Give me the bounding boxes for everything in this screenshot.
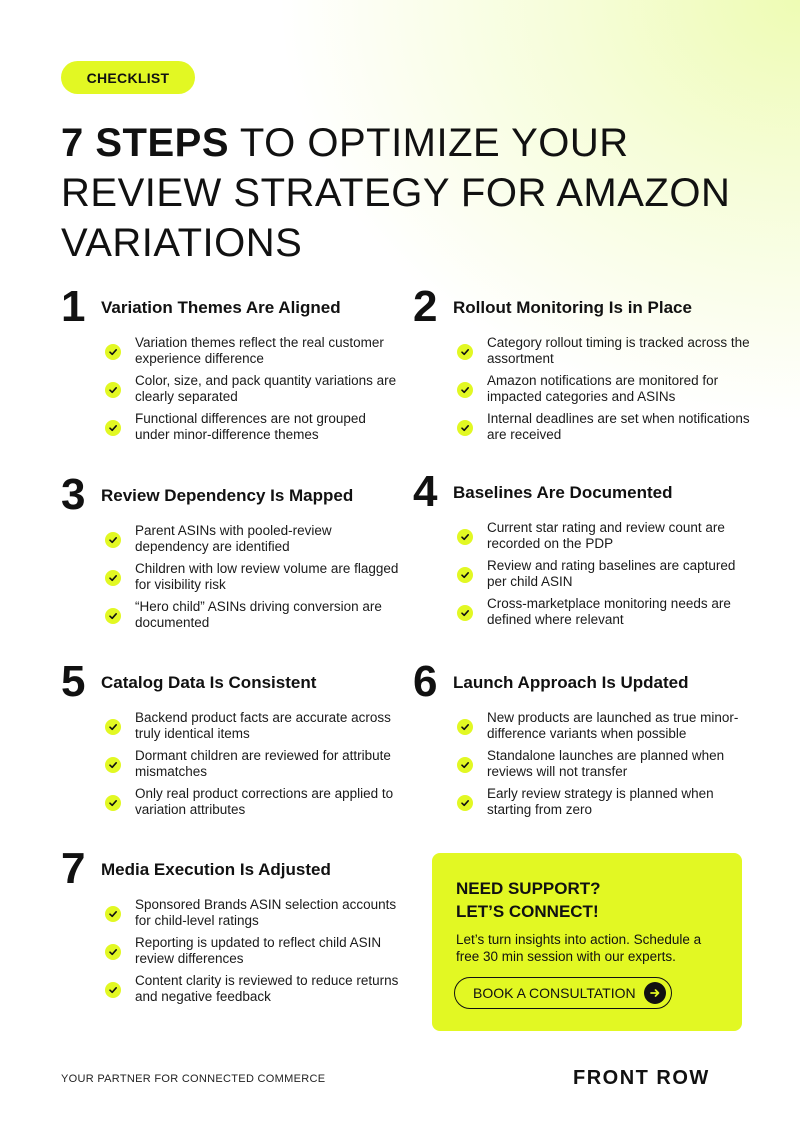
checklist-item-text: Variation themes reflect the real customer experience difference (135, 335, 384, 366)
checklist-item (61, 599, 401, 631)
check-circle-icon (457, 605, 473, 621)
checklist-item-text: Parent ASINs with pooled-review dependency are identified (135, 523, 332, 554)
check-circle-icon (457, 420, 473, 436)
check-circle-icon (105, 757, 121, 773)
checklist-item (413, 411, 753, 443)
check-circle-icon (457, 382, 473, 398)
support-card-title (456, 877, 601, 923)
check-circle-icon (105, 532, 121, 548)
step-checklist (61, 897, 401, 1005)
step-number: 5 (61, 657, 86, 706)
page-title-bold: 7 STEPS (61, 121, 230, 165)
check-circle-icon (105, 608, 121, 624)
step-checklist (61, 710, 401, 818)
checklist-item-text: Standalone launches are planned when reviews will not transfer (487, 748, 725, 779)
checklist-item (413, 710, 753, 742)
checklist-item-text: Review and rating baselines are captured per child ASIN (487, 558, 736, 589)
checklist-item (61, 935, 401, 967)
page-title (61, 118, 751, 268)
checklist-item-text: Dormant children are reviewed for attribute mismatches (135, 748, 391, 779)
arrow-right-icon (644, 982, 666, 1004)
step-number: 3 (61, 470, 86, 519)
step-number: 7 (61, 844, 86, 893)
book-consultation-button[interactable] (454, 977, 672, 1009)
checklist-item (61, 373, 401, 405)
checklist-item (413, 558, 753, 590)
checklist-item-text: Only real product corrections are applied to variation attributes (135, 786, 394, 817)
checklist-item-text: Internal deadlines are set when notifications are received (487, 411, 750, 442)
checklist-item-text: Children with low review volume are flagged for visibility risk (135, 561, 399, 592)
checklist-item-text: Cross-marketplace monitoring needs are defined where relevant (487, 596, 731, 627)
step-title: Rollout Monitoring Is in Place (453, 298, 692, 317)
checklist-item (413, 520, 753, 552)
check-circle-icon (457, 344, 473, 360)
checklist-item (413, 786, 753, 818)
check-circle-icon (457, 719, 473, 735)
brand-logo: FRONT ROW (573, 1067, 710, 1089)
checklist-item-text: Backend product facts are accurate across truly identical items (135, 710, 391, 741)
step-title: Catalog Data Is Consistent (101, 673, 317, 692)
step-number: 1 (61, 282, 86, 331)
check-circle-icon (105, 570, 121, 586)
step-title: Variation Themes Are Aligned (101, 298, 341, 317)
step-4 (413, 468, 753, 634)
checklist-item (61, 335, 401, 367)
checklist-item-text: Category rollout timing is tracked across the assortment (487, 335, 750, 366)
checklist-item-text: Sponsored Brands ASIN selection accounts for child-level ratings (135, 897, 397, 928)
checklist-item-text: Content clarity is reviewed to reduce returns and negative feedback (135, 973, 399, 1004)
step-6 (413, 658, 753, 824)
page-title-rest: TO OPTIMIZE YOUR REVIEW STRATEGY FOR AMAZON VARIATIONS (61, 121, 731, 265)
step-5 (61, 658, 401, 824)
checklist-item (413, 335, 753, 367)
checklist-item (61, 523, 401, 555)
checklist-item-text: Early review strategy is planned when starting from zero (487, 786, 714, 817)
book-consultation-label: BOOK A CONSULTATION (473, 985, 636, 1001)
checklist-item-text: Current star rating and review count are recorded on the PDP (487, 520, 725, 551)
check-circle-icon (105, 944, 121, 960)
check-circle-icon (457, 795, 473, 811)
step-checklist (413, 710, 753, 818)
check-circle-icon (105, 906, 121, 922)
checklist-item-text: Color, size, and pack quantity variations are clearly separated (135, 373, 397, 404)
check-circle-icon (457, 757, 473, 773)
check-circle-icon (105, 795, 121, 811)
step-checklist (61, 335, 401, 443)
check-circle-icon (457, 567, 473, 583)
step-checklist (413, 335, 753, 443)
check-circle-icon (105, 719, 121, 735)
support-card-title-line2: LET’S CONNECT! (456, 902, 599, 921)
checklist-item-text: Reporting is updated to reflect child ASIN review differences (135, 935, 382, 966)
step-checklist (413, 520, 753, 628)
checklist-item (61, 973, 401, 1005)
step-number: 2 (413, 282, 438, 331)
step-title: Review Dependency Is Mapped (101, 486, 354, 505)
step-number: 4 (413, 467, 438, 516)
check-circle-icon (457, 529, 473, 545)
checklist-item (61, 786, 401, 818)
step-7 (61, 845, 401, 1011)
check-circle-icon (105, 344, 121, 360)
support-card-text: Let’s turn insights into action. Schedule a free 30 min session with our experts. (456, 932, 702, 964)
checklist-item (61, 561, 401, 593)
step-title: Media Execution Is Adjusted (101, 860, 331, 879)
check-circle-icon (105, 982, 121, 998)
check-circle-icon (105, 420, 121, 436)
step-3 (61, 471, 401, 637)
check-circle-icon (105, 382, 121, 398)
checklist-item (61, 748, 401, 780)
checklist-item (61, 710, 401, 742)
support-card (432, 853, 742, 1031)
step-2 (413, 283, 753, 449)
checklist-item (413, 373, 753, 405)
checklist-item (413, 596, 753, 628)
checklist-item-text: New products are launched as true minor-difference variants when possible (487, 710, 739, 741)
checklist-badge: CHECKLIST (61, 61, 195, 94)
checklist-item (61, 411, 401, 443)
checklist-item-text: Amazon notifications are monitored for impacted categories and ASINs (487, 373, 719, 404)
step-title: Baselines Are Documented (453, 483, 673, 502)
checklist-item (61, 897, 401, 929)
checklist-item-text: “Hero child” ASINs driving conversion are documented (135, 599, 382, 630)
checklist-item-text: Functional differences are not grouped under minor-difference themes (135, 411, 366, 442)
step-title: Launch Approach Is Updated (453, 673, 689, 692)
step-checklist (61, 523, 401, 631)
footer-tagline: YOUR PARTNER FOR CONNECTED COMMERCE (61, 1073, 326, 1085)
support-card-title-line1: NEED SUPPORT? (456, 879, 601, 898)
checklist-item (413, 748, 753, 780)
step-1 (61, 283, 401, 449)
step-number: 6 (413, 657, 438, 706)
